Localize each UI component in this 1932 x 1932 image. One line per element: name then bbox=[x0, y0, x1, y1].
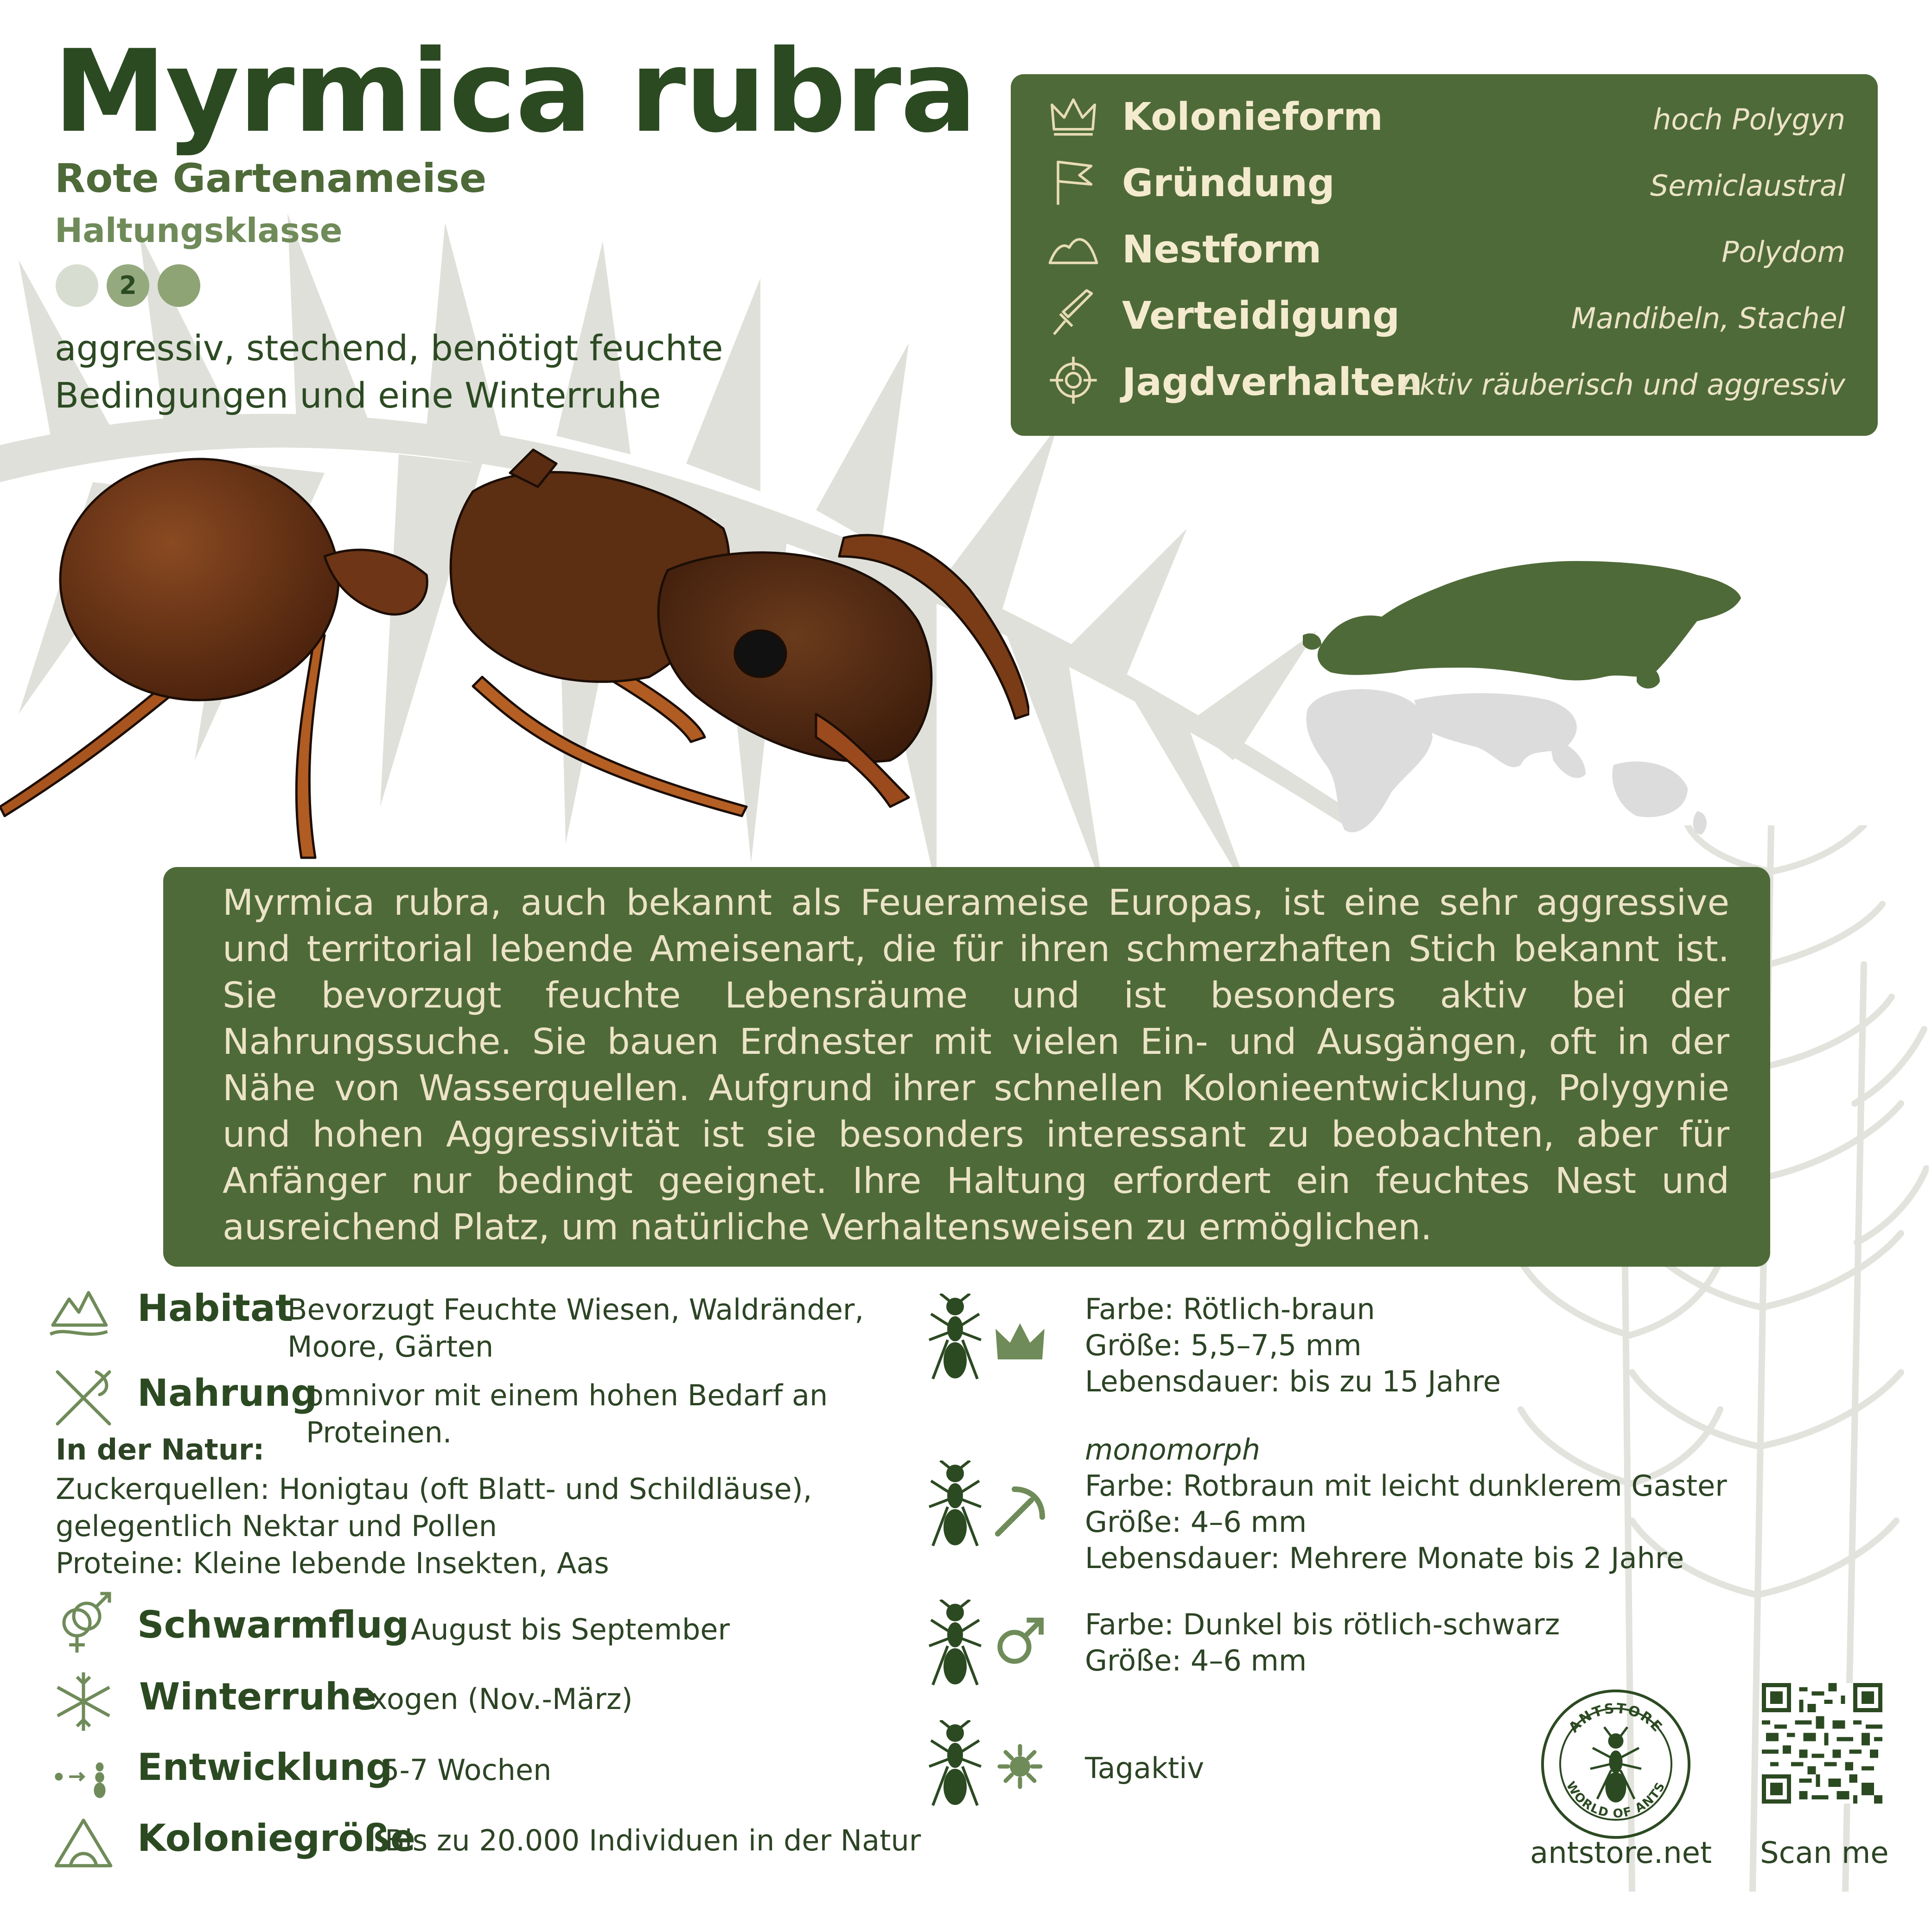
queen-line: Lebensdauer: bis zu 15 Jahre bbox=[1085, 1365, 1501, 1398]
nature-line: Zuckerquellen: Honigtau (oft Blatt- und Schildläuse), bbox=[56, 1472, 812, 1506]
worker-line: Farbe: Rotbraun mit leicht dunklerem Gaster bbox=[1085, 1469, 1727, 1503]
habitat-icon bbox=[46, 1280, 111, 1345]
distribution-map bbox=[1289, 552, 1743, 848]
trait-label: Gründung bbox=[1122, 161, 1335, 205]
class-dot-3 bbox=[158, 264, 200, 307]
worker-type: monomorph bbox=[1085, 1433, 1261, 1467]
gender-icon bbox=[51, 1590, 116, 1655]
trait-value: Polydom bbox=[1722, 235, 1845, 269]
description-panel bbox=[163, 867, 1770, 1267]
winterruhe-label: Winterruhe bbox=[139, 1675, 377, 1718]
trait-label: Kolonieform bbox=[1122, 95, 1383, 139]
queen-line: Farbe: Rötlich-braun bbox=[1085, 1292, 1375, 1326]
koloniegroesse-label: Koloniegröße bbox=[137, 1817, 416, 1860]
crosshair-icon bbox=[1048, 355, 1099, 406]
cutlery-icon bbox=[51, 1365, 116, 1430]
class-dot-1 bbox=[56, 264, 98, 307]
nature-line: Proteine: Kleine lebende Insekten, Aas bbox=[56, 1546, 609, 1580]
sun-icon bbox=[997, 1743, 1043, 1790]
flag-icon bbox=[1048, 156, 1099, 207]
winterruhe-value: Exogen (Nov.-März) bbox=[352, 1682, 633, 1716]
entwicklung-value: 5-7 Wochen bbox=[381, 1753, 552, 1787]
nahrung-label: Nahrung bbox=[137, 1371, 318, 1415]
koloniegroesse-value: Bis zu 20.000 Individuen in der Natur bbox=[385, 1824, 921, 1857]
trait-label: Nestform bbox=[1122, 228, 1322, 272]
nahrung-value: omnivor mit einem hohen Bedarf an Proteinen. bbox=[306, 1378, 828, 1449]
worker-line: Größe: 4–6 mm bbox=[1085, 1505, 1307, 1539]
antstore-logo bbox=[1539, 1688, 1692, 1841]
trait-value: Semiclaustral bbox=[1650, 169, 1845, 203]
sword-icon bbox=[1048, 288, 1099, 339]
class-dot-2: 2 bbox=[107, 264, 149, 307]
trait-row-nestform bbox=[1048, 218, 1845, 274]
queen-ant-icon bbox=[927, 1294, 983, 1386]
worker-info bbox=[1085, 1432, 1780, 1576]
activity-ant-icon bbox=[927, 1720, 983, 1813]
worker-ant-icon bbox=[927, 1460, 983, 1553]
page-title: Myrmica rubra bbox=[53, 26, 976, 158]
description-text: Myrmica rubra, auch bekannt als Feuerameise Europas, ist eine sehr aggressive und territorial lebende Ameisenart, die für ihren schmerzhaften Stich bekannt ist. Sie bevorzugt feuchte Lebensräume und ist besonders aktiv bei der Nahrungssuche. Sie bauen Erdnester mit vielen Ein- und Ausgängen, oft in der Nähe von Wasserquellen. Aufgrund ihrer schnellen Kolonieentwicklung, Polygynie und hohen Aggressivität ist sie besonders interessant zu beobachten, aber für Anfänger nur bedingt geeignet. Ihre Haltung erfordert ein feuchtes Nest und ausreichend Platz, um natürliche Verhaltensweisen zu ermöglichen. bbox=[223, 882, 1729, 1248]
mountains-icon bbox=[1048, 222, 1099, 273]
trait-row-verteidigung bbox=[1048, 285, 1845, 340]
trait-label: Jagdverhalten bbox=[1122, 360, 1422, 404]
entwicklung-label: Entwicklung bbox=[137, 1746, 393, 1789]
male-symbol-icon bbox=[992, 1613, 1048, 1669]
trait-value: hoch Polygyn bbox=[1653, 102, 1845, 136]
crown-icon bbox=[1048, 89, 1099, 140]
queen-line: Größe: 5,5–7,5 mm bbox=[1085, 1328, 1362, 1362]
pickaxe-icon bbox=[992, 1484, 1048, 1539]
nature-heading: In der Natur: bbox=[56, 1433, 265, 1467]
queen-info bbox=[1085, 1291, 1641, 1400]
habitat-label: Habitat bbox=[137, 1287, 293, 1330]
class-label: Haltungsklasse bbox=[55, 211, 343, 250]
worker-line: Lebensdauer: Mehrere Monate bis 2 Jahre bbox=[1085, 1541, 1684, 1575]
svg-text:ANTSTORE bbox=[1566, 1700, 1666, 1736]
trait-row-kolonieform bbox=[1048, 86, 1845, 141]
habitat-value: Bevorzugt Feuchte Wiesen, Waldränder, Moore, Gärten bbox=[287, 1293, 864, 1364]
male-line: Größe: 4–6 mm bbox=[1085, 1644, 1307, 1677]
tagline: aggressiv, stechend, benötigt feuchte Bedingungen und eine Winterruhe bbox=[55, 327, 723, 416]
schwarmflug-value: August bis September bbox=[411, 1613, 730, 1646]
trait-value: Aktiv räuberisch und aggressiv bbox=[1399, 368, 1845, 402]
logo-text-bottom: WORLD OF ANTS bbox=[1563, 1779, 1669, 1821]
logo-text-top: ANTSTORE bbox=[1565, 1700, 1666, 1736]
ant-photo bbox=[0, 436, 1029, 867]
common-name: Rote Gartenameise bbox=[55, 155, 487, 202]
traits-panel bbox=[1011, 74, 1878, 436]
trait-label: Verteidigung bbox=[1122, 294, 1400, 338]
colony-icon bbox=[51, 1811, 116, 1875]
nature-line: gelegentlich Nektar und Pollen bbox=[56, 1509, 497, 1543]
trait-value: Mandibeln, Stachel bbox=[1571, 301, 1845, 335]
male-info bbox=[1085, 1607, 1641, 1679]
activity-text: Tagaktiv bbox=[1085, 1751, 1205, 1785]
qr-code[interactable] bbox=[1762, 1683, 1882, 1804]
trait-row-jagdverhalten bbox=[1048, 351, 1845, 407]
schwarmflug-label: Schwarmflug bbox=[137, 1603, 409, 1646]
crown-icon bbox=[992, 1312, 1048, 1368]
development-icon bbox=[51, 1741, 116, 1806]
male-ant-icon bbox=[927, 1600, 983, 1692]
trait-row-gruendung bbox=[1048, 152, 1845, 208]
snowflake-icon bbox=[51, 1669, 116, 1734]
male-line: Farbe: Dunkel bis rötlich-schwarz bbox=[1085, 1607, 1560, 1641]
qr-label: Scan me bbox=[1760, 1836, 1889, 1870]
website-link[interactable]: antstore.net bbox=[1530, 1836, 1712, 1870]
